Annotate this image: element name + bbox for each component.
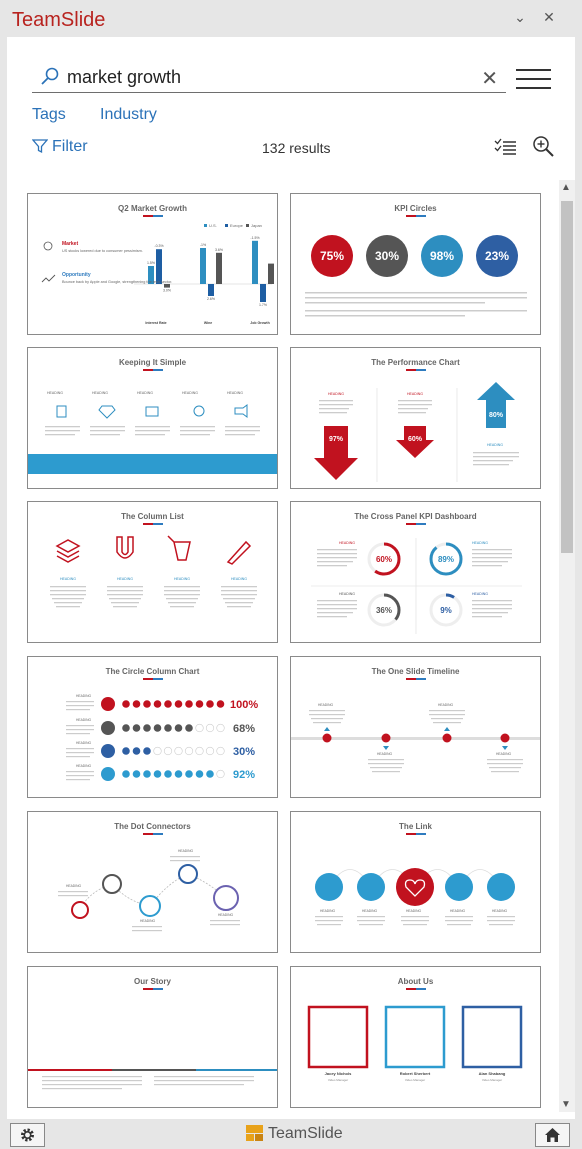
dot-mark <box>175 724 183 732</box>
kpi-value: 75% <box>319 249 345 263</box>
dot-mark <box>206 747 214 755</box>
person-role: Video Manager <box>481 1078 503 1082</box>
cross-panel-kpi-graphic <box>291 502 541 643</box>
search-bar[interactable] <box>32 59 506 93</box>
panel-heading: HEADING <box>472 541 488 545</box>
slide-card-keeping-it-simple[interactable] <box>27 347 278 489</box>
story-bar <box>112 1069 196 1071</box>
row-value: 68% <box>233 723 256 735</box>
row-heading: HEADING <box>76 764 92 768</box>
app-title: TeamSlide <box>12 9 106 31</box>
dot-mark <box>164 700 172 708</box>
wallet-icon <box>146 407 158 416</box>
scalpel-icon <box>228 542 250 564</box>
panel-heading: HEADING <box>339 541 355 545</box>
node-heading: HEADING <box>320 909 336 913</box>
story-bar <box>28 1069 112 1071</box>
node-heading: HEADING <box>66 884 82 888</box>
funnel-icon <box>32 138 48 154</box>
scrollbar[interactable] <box>559 180 575 1112</box>
legend-swatch <box>204 224 207 227</box>
kpi-value: 23% <box>484 249 510 263</box>
keeping-it-simple-graphic <box>28 348 278 489</box>
kpi-value: 60% <box>375 555 393 564</box>
timeline-node <box>443 734 452 743</box>
slide-title: The Circle Column Chart <box>105 667 200 676</box>
kpi-circles-graphic <box>291 194 541 335</box>
placeholder-text-lines <box>315 916 515 925</box>
arrow-value: 97% <box>328 436 344 443</box>
dot-mark <box>185 724 193 732</box>
dot-mark <box>143 770 151 778</box>
hamburger-menu-icon[interactable] <box>516 66 551 92</box>
zoom-in-icon[interactable] <box>532 135 554 157</box>
row-value: 30% <box>233 746 256 758</box>
chart-bar <box>208 284 214 296</box>
milestone-heading: HEADING <box>438 703 454 707</box>
magnet-icon <box>117 537 133 558</box>
dot-mark <box>122 724 130 732</box>
coins-icon <box>194 406 204 416</box>
blue-band <box>28 454 278 474</box>
section-text: Bounce back by Apple and Google, strengthening the tech sector. <box>62 280 173 284</box>
legend-label: U.S. <box>209 223 217 228</box>
dot-mark <box>154 770 162 778</box>
footer <box>0 1119 582 1149</box>
slide-title: The Link <box>399 822 432 831</box>
slide-card-our-story[interactable] <box>27 966 278 1108</box>
column-heading: HEADING <box>137 391 153 395</box>
dot-mark <box>175 747 183 755</box>
dot-mark <box>196 724 204 732</box>
arrow-value: 60% <box>407 436 423 443</box>
link-node <box>357 873 385 901</box>
category-label: Wine <box>203 321 213 325</box>
dot-mark <box>143 700 151 708</box>
timeline-node <box>501 734 510 743</box>
row-icon <box>101 697 115 711</box>
dot-mark <box>175 770 183 778</box>
dot-mark <box>217 747 225 755</box>
bar-value-label: 1.5% <box>147 261 155 265</box>
column-list-graphic <box>28 502 278 643</box>
dot-mark <box>133 724 141 732</box>
dot-mark <box>133 770 141 778</box>
story-bar <box>196 1069 278 1071</box>
node-heading: HEADING <box>178 849 194 853</box>
placeholder-text-lines <box>50 586 257 607</box>
legend-label: Japan <box>251 223 262 228</box>
column-heading: HEADING <box>227 391 243 395</box>
home-button[interactable] <box>535 1123 570 1147</box>
slide-title: The Dot Connectors <box>114 822 191 831</box>
bar-value-label: 3.6% <box>215 247 223 252</box>
megaphone-icon <box>235 405 247 417</box>
teamslide-logo-icon <box>245 1123 265 1143</box>
row-heading: HEADING <box>76 694 92 698</box>
dot-mark <box>122 700 130 708</box>
chart-bar <box>252 241 258 284</box>
node-heading: HEADING <box>362 909 378 913</box>
link-node <box>315 873 343 901</box>
slide-card-circle-column-chart[interactable] <box>27 656 278 798</box>
slide-card-dot-connectors[interactable] <box>27 811 278 953</box>
gear-icon <box>11 1124 44 1146</box>
column-heading: HEADING <box>182 391 198 395</box>
milestone-heading: HEADING <box>377 752 393 756</box>
person-role: Video Manager <box>404 1078 426 1082</box>
link-node <box>445 873 473 901</box>
slide-title: The Performance Chart <box>371 358 460 367</box>
footer-brand <box>245 1123 343 1145</box>
dot-mark <box>185 747 193 755</box>
dot-mark <box>122 747 130 755</box>
photo-frame <box>386 1007 444 1067</box>
placeholder-text-lines <box>309 710 523 772</box>
slide-title: Keeping It Simple <box>118 358 187 367</box>
column-heading: HEADING <box>47 391 63 395</box>
chart-bar <box>156 249 162 284</box>
slide-title: The Column List <box>121 512 184 521</box>
slide-title: Our Story <box>134 977 171 986</box>
timeline-graphic <box>291 657 541 798</box>
category-label: Interest Rate <box>145 321 167 325</box>
market-growth-chart <box>28 194 278 335</box>
bar-value-label: 1.7% <box>259 303 267 307</box>
paint-bucket-icon <box>168 536 190 560</box>
section-head: Market <box>62 241 79 247</box>
column-heading: HEADING <box>231 577 247 581</box>
layers-icon <box>57 540 79 562</box>
dot-mark <box>196 770 204 778</box>
photo-frame <box>463 1007 521 1067</box>
panel-heading: HEADING <box>339 592 355 596</box>
slides-grid <box>27 193 541 1115</box>
chat-icon <box>44 242 52 250</box>
connector-node <box>214 886 238 910</box>
dot-mark <box>206 724 214 732</box>
bar-value-label: -1.5% <box>250 235 260 240</box>
person-name: Robert Sherbert <box>399 1071 431 1076</box>
node-heading: HEADING <box>492 909 508 913</box>
slide-title: About Us <box>397 977 434 986</box>
kpi-value: 98% <box>429 249 455 263</box>
timeline-node <box>382 734 391 743</box>
dot-mark <box>154 700 162 708</box>
kpi-value: 9% <box>440 606 452 615</box>
chart-bar <box>164 284 170 288</box>
slide-card-about-us[interactable] <box>290 966 541 1108</box>
bar-value-label: -1% <box>199 243 207 247</box>
dot-mark <box>122 770 130 778</box>
column-heading: HEADING <box>117 577 133 581</box>
settings-button[interactable] <box>10 1123 45 1147</box>
slide-card-column-list[interactable] <box>27 501 278 643</box>
dot-mark <box>217 770 225 778</box>
row-value: 100% <box>230 699 259 711</box>
row-icon <box>101 744 115 758</box>
slide-title: Q2 Market Growth <box>118 204 187 213</box>
person-role: Video Manager <box>327 1078 349 1082</box>
title-bar <box>0 0 582 38</box>
row-value: 92% <box>233 769 256 781</box>
milestone-heading: HEADING <box>496 752 512 756</box>
clear-search-icon[interactable]: ✕ <box>481 68 498 90</box>
dot-mark <box>143 747 151 755</box>
down-arrow <box>314 426 358 480</box>
placeholder-text-lines <box>317 549 512 617</box>
panel-heading: HEADING <box>472 592 488 596</box>
row-heading: HEADING <box>76 741 92 745</box>
slide-title: The Cross Panel KPI Dashboard <box>354 512 477 521</box>
home-icon <box>536 1124 569 1146</box>
row-icon <box>101 767 115 781</box>
filter-label: Filter <box>52 138 88 155</box>
connector-node <box>103 875 121 893</box>
slide-title: KPI Circles <box>394 204 437 213</box>
node-heading: HEADING <box>406 909 422 913</box>
slide-card-kpi-circles[interactable] <box>290 193 541 335</box>
tab-industry[interactable]: Industry <box>100 106 157 123</box>
kpi-value: 30% <box>374 249 400 263</box>
checklist-icon[interactable] <box>494 137 518 157</box>
dot-mark <box>206 700 214 708</box>
column-heading: HEADING <box>487 443 503 447</box>
chart-bar <box>200 248 206 284</box>
legend-label: Europe <box>230 223 243 228</box>
arrow-value: 80% <box>488 412 504 419</box>
link-graphic <box>291 812 541 953</box>
dot-mark <box>175 700 183 708</box>
dot-mark <box>133 747 141 755</box>
milestone-heading: HEADING <box>318 703 334 707</box>
circle-column-graphic <box>28 657 278 798</box>
placeholder-text-lines <box>45 426 260 435</box>
bar-value-label: 3.0% <box>163 288 171 293</box>
scroll-up-icon[interactable]: ▲ <box>561 182 571 193</box>
person-name: Alan Shabang <box>478 1071 506 1076</box>
row-icon <box>101 721 115 735</box>
dot-mark <box>164 747 172 755</box>
slide-card-performance-chart[interactable] <box>290 347 541 489</box>
placeholder-text-lines <box>42 1076 254 1089</box>
chart-bar <box>216 253 222 284</box>
tab-tags[interactable]: Tags <box>32 106 66 123</box>
person-name: Jacey Nichols <box>324 1071 352 1076</box>
dot-mark <box>143 724 151 732</box>
kpi-value: 36% <box>375 606 393 615</box>
footer-brand-text: TeamSlide <box>268 1125 343 1142</box>
dot-mark <box>154 747 162 755</box>
placeholder-text-lines <box>305 292 527 317</box>
connector-node <box>179 865 197 883</box>
slide-card-the-link[interactable] <box>290 811 541 953</box>
row-heading: HEADING <box>76 718 92 722</box>
connector-node <box>72 902 88 918</box>
chart-bar <box>268 264 274 284</box>
dot-mark <box>185 770 193 778</box>
section-text: US stocks lowered due to consumer pessimism. <box>62 249 143 253</box>
dot-mark <box>217 724 225 732</box>
section-head: Opportunity <box>62 272 91 278</box>
slide-card-cross-panel-kpi[interactable] <box>290 501 541 643</box>
dot-mark <box>133 700 141 708</box>
chart-icon <box>57 406 66 417</box>
results-count: 132 results <box>262 140 331 156</box>
node-heading: HEADING <box>218 913 234 917</box>
link-node <box>396 868 434 906</box>
timeline-node <box>323 734 332 743</box>
slide-card-one-slide-timeline[interactable] <box>290 656 541 798</box>
dot-mark <box>206 770 214 778</box>
connector-node <box>140 896 160 916</box>
search-input[interactable]: market growth <box>67 67 182 87</box>
filter-button[interactable] <box>32 138 88 156</box>
scroll-down-icon[interactable]: ▼ <box>561 1099 571 1110</box>
column-heading: HEADING <box>174 577 190 581</box>
dot-mark <box>164 724 172 732</box>
column-heading: HEADING <box>92 391 108 395</box>
dot-mark <box>154 724 162 732</box>
close-icon[interactable]: ✕ <box>543 9 555 25</box>
dot-mark <box>185 700 193 708</box>
chart-bar <box>260 284 266 302</box>
kpi-value: 89% <box>437 555 455 564</box>
slide-card-q2-market-growth[interactable] <box>27 193 278 335</box>
legend-swatch <box>225 224 228 227</box>
dot-connectors-graphic <box>28 812 278 953</box>
performance-chart-graphic <box>291 348 541 489</box>
up-arrow <box>477 382 515 428</box>
chevron-down-icon[interactable]: ⌄ <box>514 9 526 25</box>
dot-mark <box>164 770 172 778</box>
about-us-graphic <box>291 967 541 1108</box>
scroll-thumb[interactable] <box>561 201 573 553</box>
dot-mark <box>196 700 204 708</box>
dot-mark <box>196 747 204 755</box>
column-heading: HEADING <box>407 392 423 396</box>
our-story-graphic <box>28 967 278 1108</box>
category-label: Job Growth <box>250 321 270 325</box>
slide-title: The One Slide Timeline <box>371 667 460 676</box>
search-icon <box>40 67 60 87</box>
photo-frame <box>309 1007 367 1067</box>
diamond-icon <box>99 406 115 418</box>
column-heading: HEADING <box>328 392 344 396</box>
node-heading: HEADING <box>450 909 466 913</box>
trend-icon <box>42 275 55 282</box>
bar-value-label: 2.6% <box>207 297 215 301</box>
dot-mark <box>217 700 225 708</box>
link-node <box>487 873 515 901</box>
node-heading: HEADING <box>140 919 156 923</box>
legend-swatch <box>246 224 249 227</box>
bar-value-label: -0.3% <box>154 244 164 249</box>
column-heading: HEADING <box>60 577 76 581</box>
